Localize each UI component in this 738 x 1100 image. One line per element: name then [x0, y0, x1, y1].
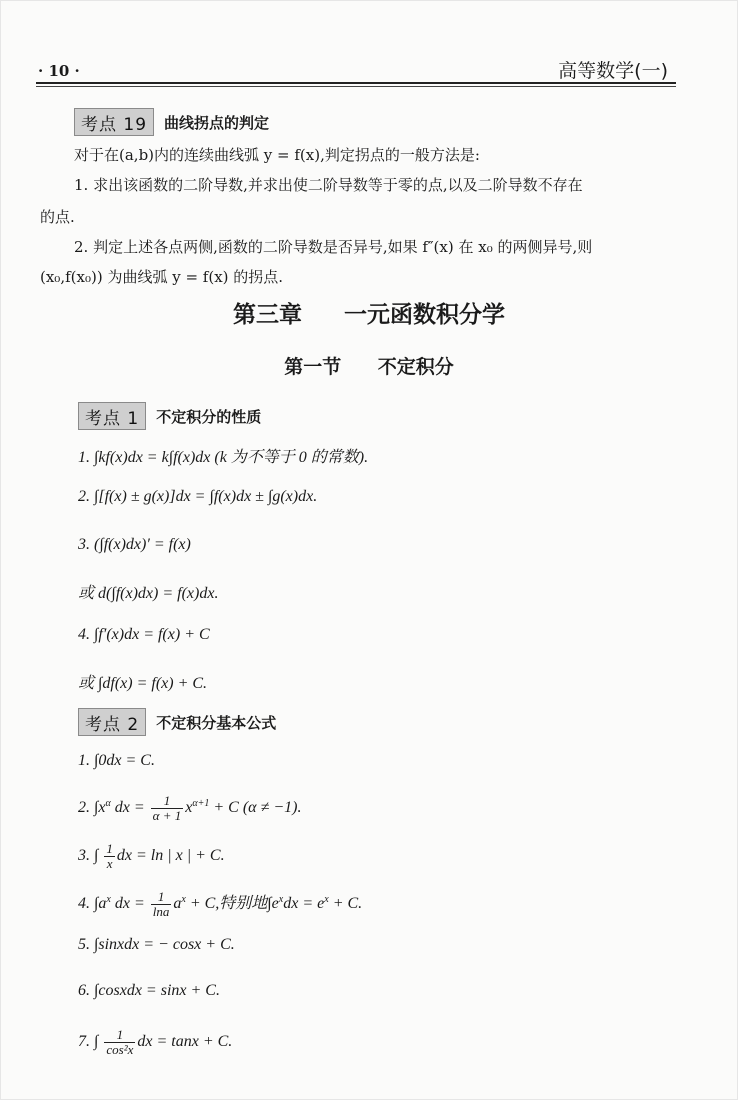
f4-mid: dx =	[110, 895, 145, 913]
kd2-formula-6: 6. ∫cosxdx = sinx + C.	[78, 982, 220, 999]
kd2-formula-7	[78, 1028, 232, 1057]
f4-sup3: x	[278, 893, 284, 905]
f2-den: α + 1	[152, 808, 182, 823]
f3-num: 1	[106, 841, 113, 856]
f4-end: + C,特别地∫e	[185, 895, 279, 913]
kd2-formula-2	[78, 794, 301, 823]
f4-end3: + C.	[328, 895, 363, 913]
kd2-formula-3	[78, 842, 225, 871]
f4-sup4: x	[324, 893, 329, 905]
f4-fraction	[151, 890, 172, 919]
kd19-p2b: (x₀,f(x₀)) 为曲线弧 y = f(x) 的拐点.	[40, 268, 284, 286]
kd1-formula-4b: 或 ∫df(x) = f(x) + C.	[78, 675, 208, 692]
f4-post: a	[173, 895, 182, 913]
kd19-badge: 考点 19	[74, 108, 154, 136]
kd1-formula-3: 3. (∫f(x)dx)′ = f(x)	[78, 536, 191, 553]
kd2-heading	[78, 708, 276, 736]
header-rule-thin	[36, 86, 676, 87]
kd1-badge: 考点 1	[78, 402, 146, 430]
kd19-p1a: 1. 求出该函数的二阶导数,并求出使二阶导数等于零的点,以及二阶导数不存在	[74, 176, 583, 194]
f3-fraction	[104, 842, 115, 871]
kd19-intro: 对于在(a,b)内的连续曲线弧 y = f(x),判定拐点的一般方法是:	[74, 146, 480, 164]
f3-end: dx = ln | x | + C.	[116, 847, 225, 865]
f2-num: 1	[151, 794, 184, 809]
f4-sup2: x	[181, 893, 186, 905]
f2-fraction	[151, 794, 184, 823]
header-rule	[36, 82, 676, 84]
kd1-title: 不定积分的性质	[156, 407, 262, 426]
kd2-title: 不定积分基本公式	[156, 713, 277, 732]
kd19-title: 曲线拐点的判定	[164, 113, 270, 132]
f2-sup2: α+1	[192, 797, 210, 809]
f4-sup: x	[106, 893, 111, 905]
kd1-formula-2: 2. ∫[f(x) ± g(x)]dx = ∫f(x)dx ± ∫g(x)dx.	[78, 488, 318, 505]
f4-den: lna	[152, 904, 170, 919]
f2-end: + C (α ≠ −1).	[209, 799, 302, 817]
f2-post: x	[185, 799, 193, 817]
f7-end: dx = tanx + C.	[137, 1033, 233, 1051]
f3-pre: 3. ∫	[78, 847, 99, 865]
f7-den: cos²x	[106, 1042, 134, 1057]
kd2-formula-1: 1. ∫0dx = C.	[78, 752, 155, 769]
kd1-heading	[78, 402, 261, 430]
f4-pre: 4. ∫a	[78, 895, 107, 913]
kd19-p2a: 2. 判定上述各点两侧,函数的二阶导数是否异号,如果 f″(x) 在 x₀ 的两侧异号,则	[74, 238, 593, 256]
f4-end2: dx = e	[283, 895, 325, 913]
f7-fraction	[104, 1028, 135, 1057]
kd1-formula-4: 4. ∫f′(x)dx = f(x) + C	[78, 626, 210, 643]
f3-den: x	[106, 856, 113, 871]
kd1-formula-3b: 或 d(∫f(x)dx) = f(x)dx.	[78, 585, 219, 602]
kd2-formula-5: 5. ∫sinxdx = − cosx + C.	[78, 936, 235, 953]
kd19-p1b: 的点.	[40, 208, 75, 226]
kd2-formula-4	[78, 890, 362, 919]
f7-num: 1	[104, 1028, 135, 1043]
kd19-heading	[74, 108, 269, 136]
chapter-title: 第三章 一元函数积分学	[232, 302, 505, 328]
kd2-badge: 考点 2	[78, 708, 146, 736]
section-title: 第一节 不定积分	[284, 356, 454, 378]
f7-pre: 7. ∫	[78, 1033, 99, 1051]
kd1-formula-1: 1. ∫kf(x)dx = k∫f(x)dx (k 为不等于 0 的常数).	[78, 449, 369, 466]
page-number: · 10 ·	[38, 62, 80, 80]
f2-mid: dx =	[114, 799, 145, 817]
f4-num: 1	[151, 890, 172, 905]
book-title: 高等数学(一)	[558, 60, 668, 82]
f2-sup: α	[105, 797, 111, 809]
f2-pre: 2. ∫x	[78, 799, 106, 817]
